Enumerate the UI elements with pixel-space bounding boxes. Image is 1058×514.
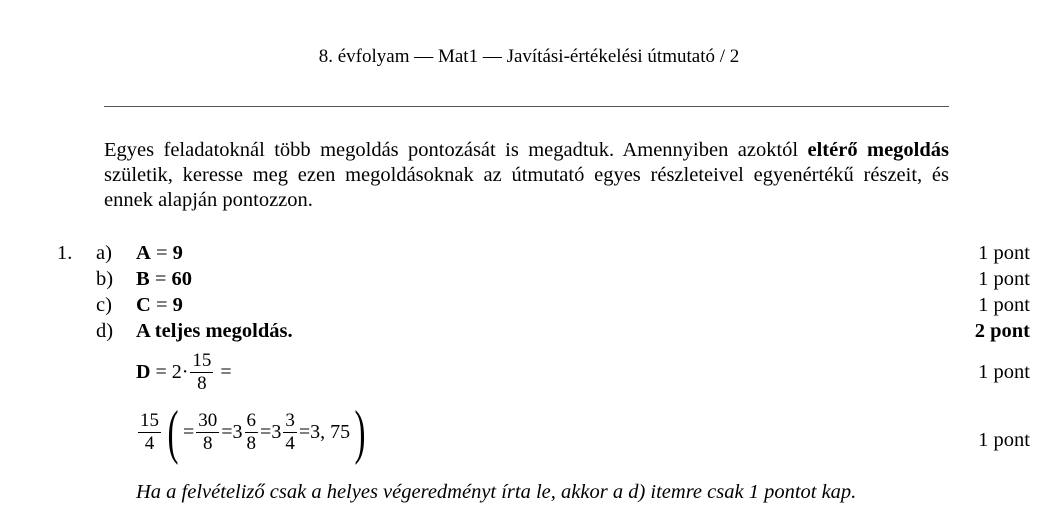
item-a-answer xyxy=(136,242,183,265)
d2-mixed-2-num: 3 xyxy=(285,409,295,431)
d2-frac-2-num: 30 xyxy=(198,409,218,431)
d-fraction xyxy=(190,350,213,395)
item-c-answer xyxy=(136,294,183,317)
item-c-var: C xyxy=(136,294,151,316)
item-d-step-2-points: 1 pont xyxy=(978,429,1030,451)
d2-mixed-2 xyxy=(271,410,299,455)
d2-eq-2: = xyxy=(221,420,233,443)
scoring-note: Ha a felvételiző csak a helyes végeredményt írta le, akkor a d) itemre csak 1 pontot kap. xyxy=(136,481,857,503)
item-c-label: c) xyxy=(96,294,112,316)
item-a-val: 9 xyxy=(172,242,183,264)
item-a-var: A xyxy=(136,242,151,264)
item-b-points: 1 pont xyxy=(978,268,1030,290)
item-d-step-2 xyxy=(136,399,370,465)
d2-frac-2 xyxy=(196,410,219,455)
d2-frac-1 xyxy=(138,410,161,455)
item-b-var: B xyxy=(136,268,150,290)
item-b-eq: = xyxy=(149,268,172,290)
item-d-label: d) xyxy=(96,320,114,342)
d2-mixed-1-frac xyxy=(245,410,259,455)
intro-text-2: születik, keresse meg ezen megoldásoknak az útmutató egyes részleteivel egyenértékű részeit, és ennek alapján pontozzon. xyxy=(104,164,949,211)
d-fraction-num: 15 xyxy=(192,349,212,371)
item-d-step-1 xyxy=(136,347,232,397)
item-b-val: 60 xyxy=(171,268,192,290)
d-dot: · xyxy=(181,360,189,383)
d2-mixed-1 xyxy=(233,410,261,455)
d2-frac-1-num: 15 xyxy=(140,409,159,431)
d2-left-paren: ( xyxy=(167,399,179,465)
item-b-label: b) xyxy=(96,268,114,290)
header-divider xyxy=(104,106,949,107)
d2-frac-2-den: 8 xyxy=(203,432,213,454)
item-c-points: 1 pont xyxy=(978,294,1030,316)
d2-mixed-1-whole: 3 xyxy=(232,420,243,443)
item-d-step-1-points: 1 pont xyxy=(978,361,1030,383)
item-c-val: 9 xyxy=(172,294,183,316)
item-a-points: 1 pont xyxy=(978,242,1030,264)
item-b-answer xyxy=(136,268,192,291)
d-coef: 2 xyxy=(171,360,182,383)
item-d-points: 2 pont xyxy=(974,320,1030,342)
d2-eq-4: = xyxy=(298,420,311,443)
d2-decimal: 3, 75 xyxy=(310,420,351,443)
d2-mixed-1-den: 8 xyxy=(246,432,257,454)
d2-mixed-2-whole: 3 xyxy=(271,420,282,443)
intro-text-1: Egyes feladatoknál több megoldás pontozását is megadtuk. Amennyiben azoktól xyxy=(104,139,808,161)
d2-mixed-1-num: 6 xyxy=(246,409,257,431)
intro-paragraph xyxy=(104,138,949,213)
d-fraction-den: 8 xyxy=(197,372,207,394)
d2-eq-3: = xyxy=(260,420,272,443)
d2-right-paren: ) xyxy=(354,399,366,465)
page-header: 8. évfolyam — Mat1 — Javítási-értékelési útmutató / 2 xyxy=(318,46,740,67)
d2-eq-1: = xyxy=(182,420,195,443)
d-tail: = xyxy=(215,360,232,383)
item-c-eq: = xyxy=(150,294,173,316)
d2-mixed-2-den: 4 xyxy=(285,432,295,454)
intro-bold-text: eltérő megoldás xyxy=(807,139,949,161)
item-a-label: a) xyxy=(96,242,112,264)
d2-mixed-2-frac xyxy=(283,410,297,455)
d-var: D xyxy=(136,360,151,383)
task-number: 1. xyxy=(57,242,73,264)
d-eq: = xyxy=(150,360,172,383)
item-d-text: A teljes megoldás. xyxy=(136,320,293,342)
item-a-eq: = xyxy=(150,242,173,264)
d2-frac-1-den: 4 xyxy=(144,432,155,454)
